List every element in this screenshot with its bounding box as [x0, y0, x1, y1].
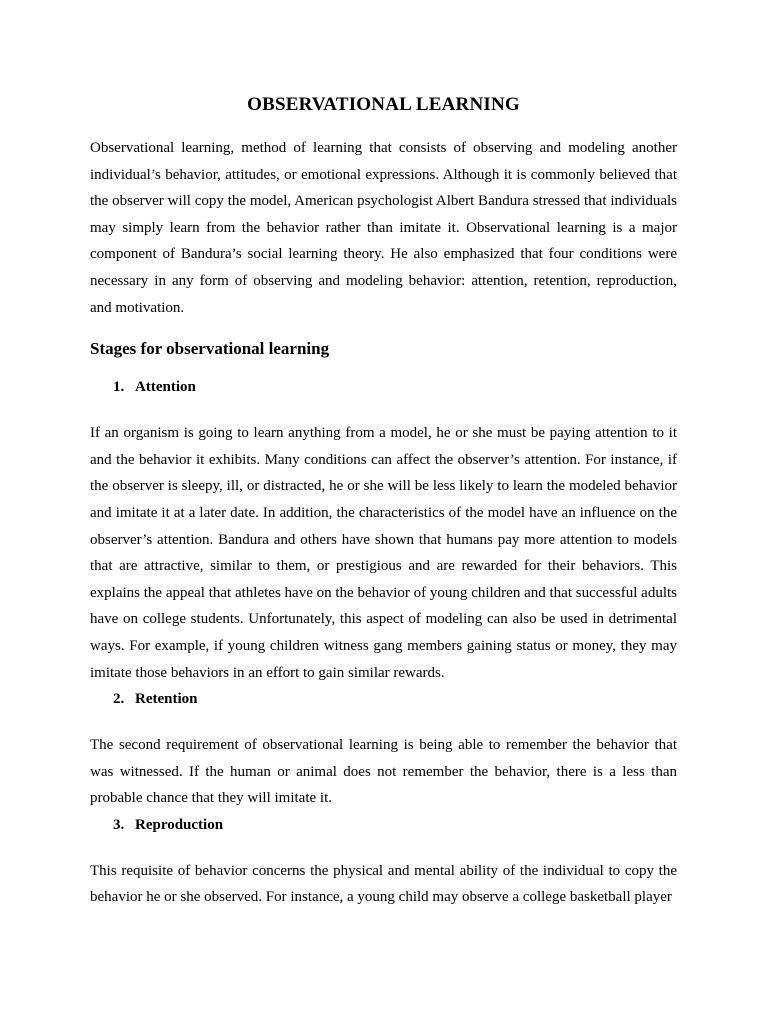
stage-number: 3.: [113, 816, 125, 833]
intro-paragraph: Observational learning, method of learning that consists of observing and modeling another individual’s behavior, attitudes, or emotional expressions. Although it is commonly believed that the observer will copy the model, American psychologist Albert Bandura stressed that individuals may simply learn from the behavior rather than imitate it. Observational learning is a major component of Bandura’s social learning theory. He also emphasized that four conditions were necessary in any form of observing and modeling behavior: attention, retention, reproduction, and motivation.: [90, 140, 677, 316]
section-heading: Stages for observational learning: [90, 339, 330, 359]
stage-heading-retention: [90, 686, 677, 712]
stage-label: Attention: [135, 379, 196, 396]
stage-paragraph-retention: The second requirement of observational learning is being able to remember the behavior that was witnessed. If the human or animal does not remember the behavior, there is a less than probable chance that they will imitate it.: [90, 737, 677, 807]
stage-number: 2.: [113, 691, 125, 708]
stage-number: 1.: [113, 379, 125, 396]
stage-label: Retention: [135, 691, 198, 708]
stage-paragraph-attention: If an organism is going to learn anything from a model, he or she must be paying attention to it and the behavior it exhibits. Many conditions can affect the observer’s attention. For instance, if the observer is sleepy, ill, or distracted, he or she will be less likely to learn the modeled behavior and imitate it at a later date. In addition, the characteristics of the model have an influence on the observer’s attention. Bandura and others have shown that humans pay more attention to models that are attractive, similar to them, or prestigious and are rewarded for their behaviors. This explains the appeal that athletes have on the behavior of young children and that successful adults have on college students. Unfortunately, this aspect of modeling can also be used in detrimental ways. For example, if young children witness gang members gaining status or money, they may imitate those behaviors in an effort to gain similar rewards.: [90, 425, 677, 681]
stage-heading-attention: [90, 374, 677, 400]
stage-label: Reproduction: [135, 816, 224, 833]
document-title: OBSERVATIONAL LEARNING: [247, 94, 520, 115]
document-page: [90, 92, 677, 911]
stage-paragraph-reproduction: This requisite of behavior concerns the physical and mental ability of the individual to copy the behavior he or she observed. For instance, a young child may observe a college basketball player: [90, 862, 677, 906]
stage-heading-reproduction: [90, 812, 677, 838]
